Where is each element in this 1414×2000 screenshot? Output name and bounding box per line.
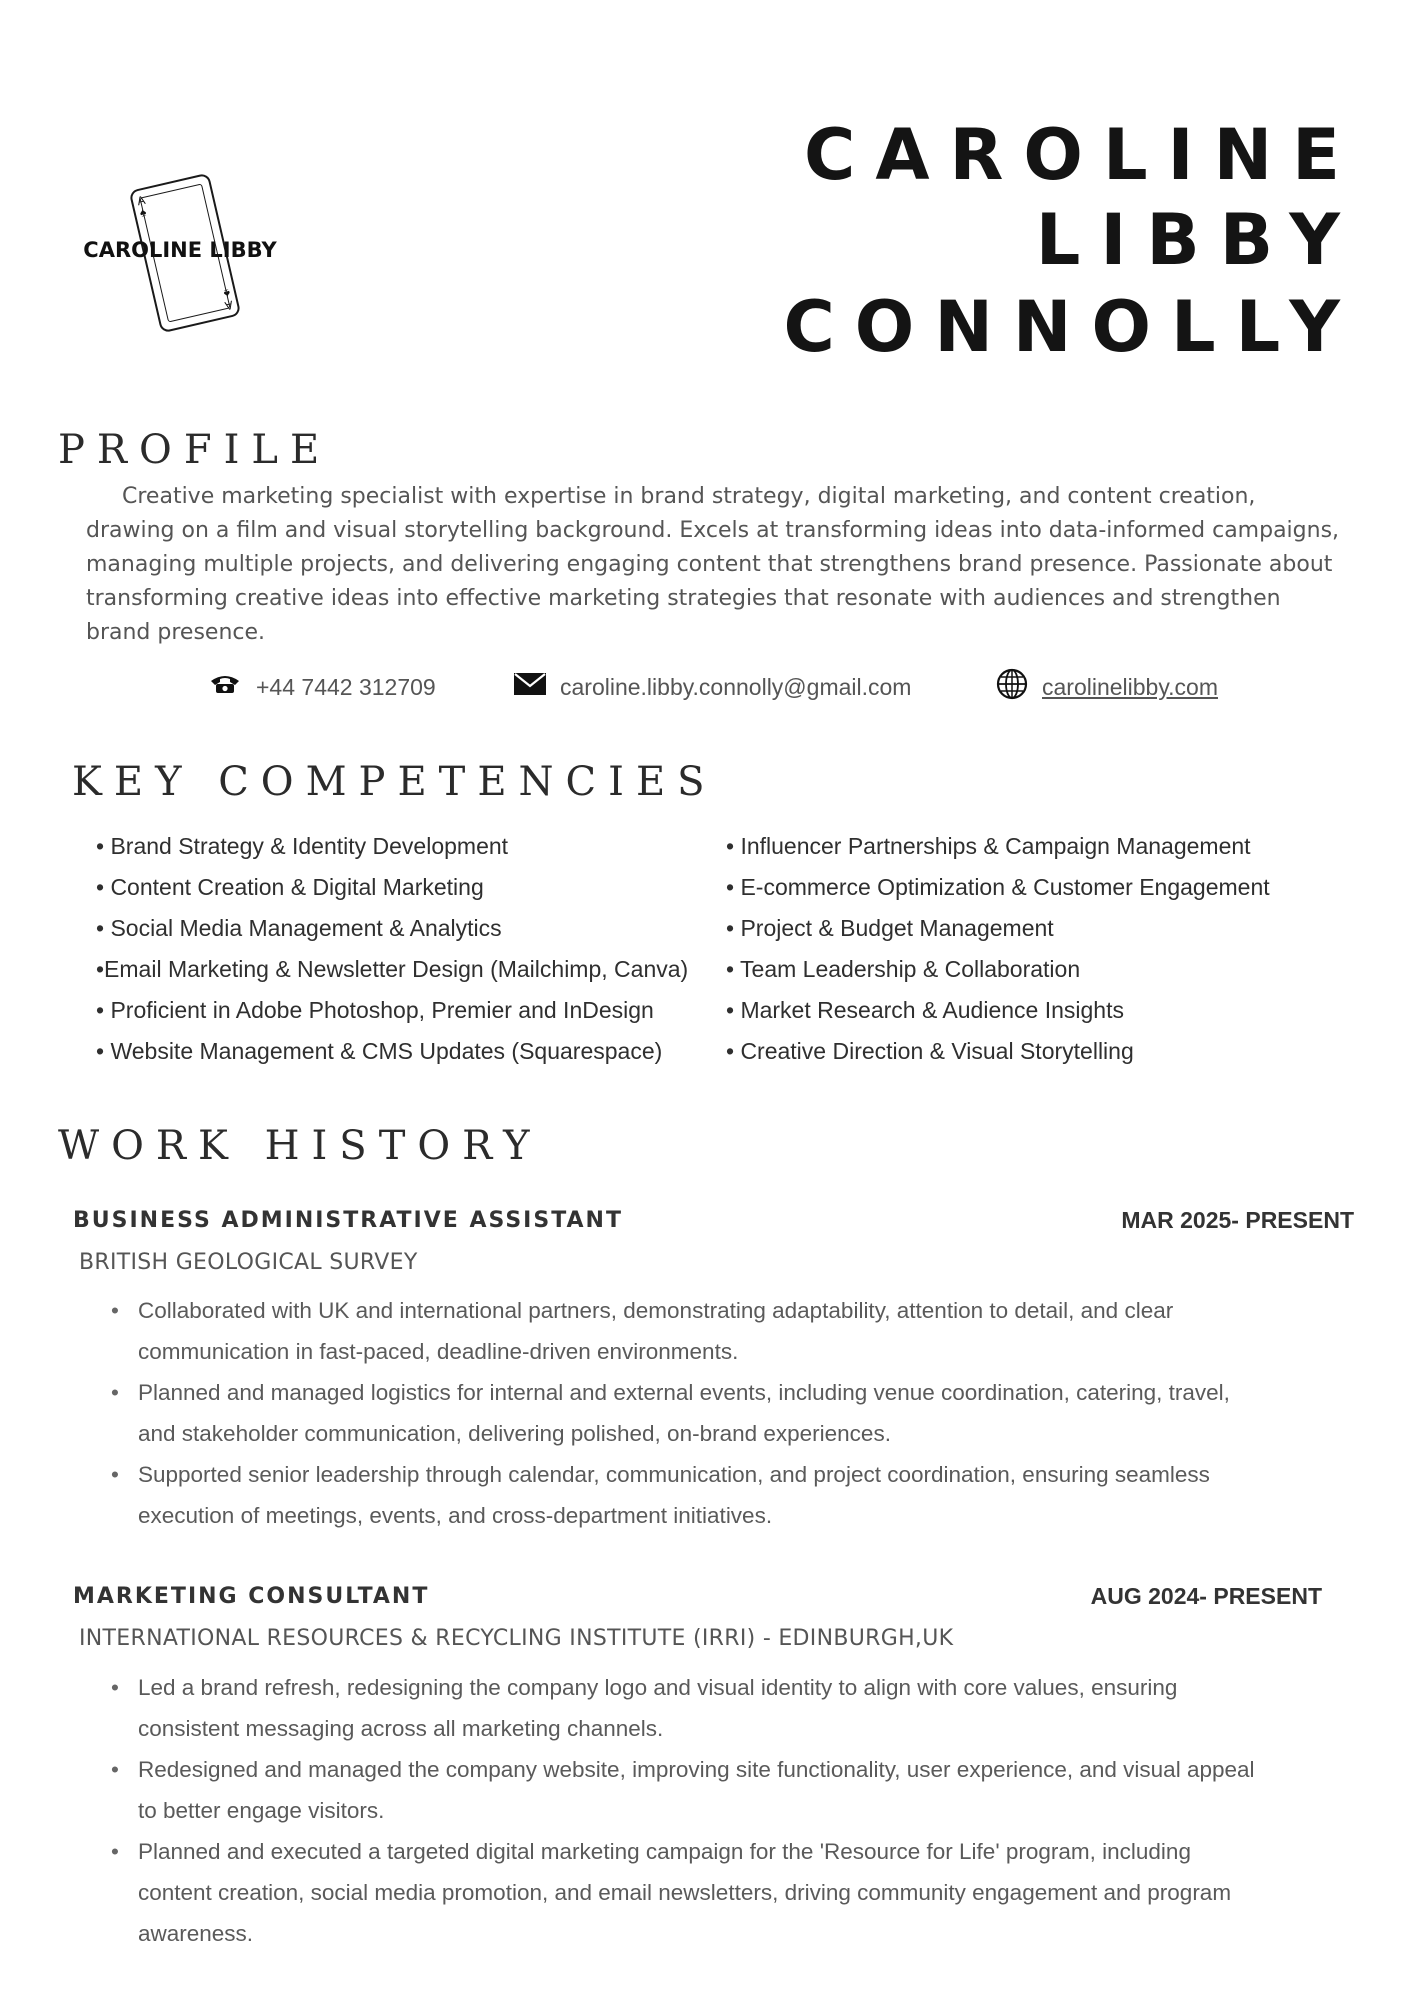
contact-email[interactable] (514, 670, 911, 704)
name-first: CAROLINE (803, 114, 1360, 196)
website-link[interactable]: carolinelibby.com (1042, 673, 1218, 700)
competency-item: • Creative Direction & Visual Storytelling (726, 1038, 1134, 1064)
job-date: MAR 2025- PRESENT (1121, 1207, 1354, 1233)
competency-item: • Social Media Management & Analytics (96, 915, 502, 941)
competencies-heading: KEY COMPETENCIES (72, 759, 717, 805)
competency-item: • Website Management & CMS Updates (Squarespace) (96, 1038, 663, 1064)
job-bullet: • Collaborated with UK and international partners, demonstrating adaptability, attention to detail, and clear communication in fast-paced, deadline-driven environments. (86, 1290, 1266, 1372)
competency-item: • Brand Strategy & Identity Development (96, 833, 509, 859)
competency-item: • Content Creation & Digital Marketing (96, 874, 484, 900)
name-middle: LIBBY (1035, 199, 1360, 281)
contact-website[interactable] (996, 670, 1218, 704)
profile-text: Creative marketing specialist with expertise in brand strategy, digital marketing, and content creation, drawing on a film and visual storytelling background. Excels at transforming ideas into data-informed campaigns, managing multiple projects, and delivering engaging content that strengthens brand presence. Passionate about transforming creative ideas into effective marketing strategies that resonate with audiences and strengthen brand presence. (86, 484, 1340, 645)
job-bullet: • Planned and executed a targeted digital marketing campaign for the 'Resource for Life' program, including content creation, social media promotion, and email newsletters, driving community engagement and program awareness. (86, 1831, 1266, 1954)
job-bullet: • Supported senior leadership through calendar, communication, and project coordination, ensuring seamless execution of meetings, events, and cross-department initiatives. (86, 1454, 1266, 1536)
phone-icon (208, 673, 242, 701)
competency-item: • Proficient in Adobe Photoshop, Premier and InDesign (96, 997, 654, 1023)
job-bullets (86, 1290, 1266, 1536)
envelope-icon (514, 673, 546, 701)
job-bullet: • Planned and managed logistics for internal and external events, including venue coordination, catering, travel, and stakeholder communication, delivering polished, on-brand experiences. (86, 1372, 1266, 1454)
competency-item: •Email Marketing & Newsletter Design (Mailchimp, Canva) (96, 956, 689, 982)
contact-phone[interactable] (208, 670, 436, 704)
spade-icon: A ♠ (222, 286, 235, 314)
job-company: INTERNATIONAL RESOURCES & RECYCLING INSTITUTE (IRRI) - EDINBURGH,UK (79, 1626, 954, 1651)
competency-item: • Project & Budget Management (726, 915, 1054, 941)
name-last: CONNOLLY (783, 286, 1360, 368)
competency-item: • Influencer Partnerships & Campaign Management (726, 833, 1251, 859)
job-company: BRITISH GEOLOGICAL SURVEY (79, 1250, 418, 1275)
job-title: BUSINESS ADMINISTRATIVE ASSISTANT (73, 1208, 623, 1233)
competencies-right-column (726, 826, 1270, 1072)
competency-item: • Team Leadership & Collaboration (726, 956, 1081, 982)
job-bullets (86, 1667, 1266, 1954)
job-bullet: • Redesigned and managed the company website, improving site functionality, user experience, and visual appeal to better engage visitors. (86, 1749, 1266, 1831)
phone-number: +44 7442 312709 (256, 673, 436, 700)
profile-heading: PROFILE (58, 427, 332, 473)
competency-item: • E-commerce Optimization & Customer Engagement (726, 874, 1270, 900)
spade-icon: A ♠ (135, 192, 148, 220)
email-address: caroline.libby.connolly@gmail.com (560, 673, 912, 700)
competency-item: • Market Research & Audience Insights (726, 997, 1124, 1023)
globe-icon (996, 668, 1028, 706)
work-history-heading: WORK HISTORY (58, 1123, 542, 1169)
logo (80, 172, 280, 342)
competencies-left-column (96, 826, 688, 1072)
job-date: AUG 2024- PRESENT (1090, 1583, 1322, 1609)
job-bullet: • Led a brand refresh, redesigning the company logo and visual identity to align with core values, ensuring consistent messaging across all marketing channels. (86, 1667, 1266, 1749)
job-title: MARKETING CONSULTANT (73, 1584, 430, 1609)
logo-text: CAROLINE LIBBY (83, 238, 277, 262)
